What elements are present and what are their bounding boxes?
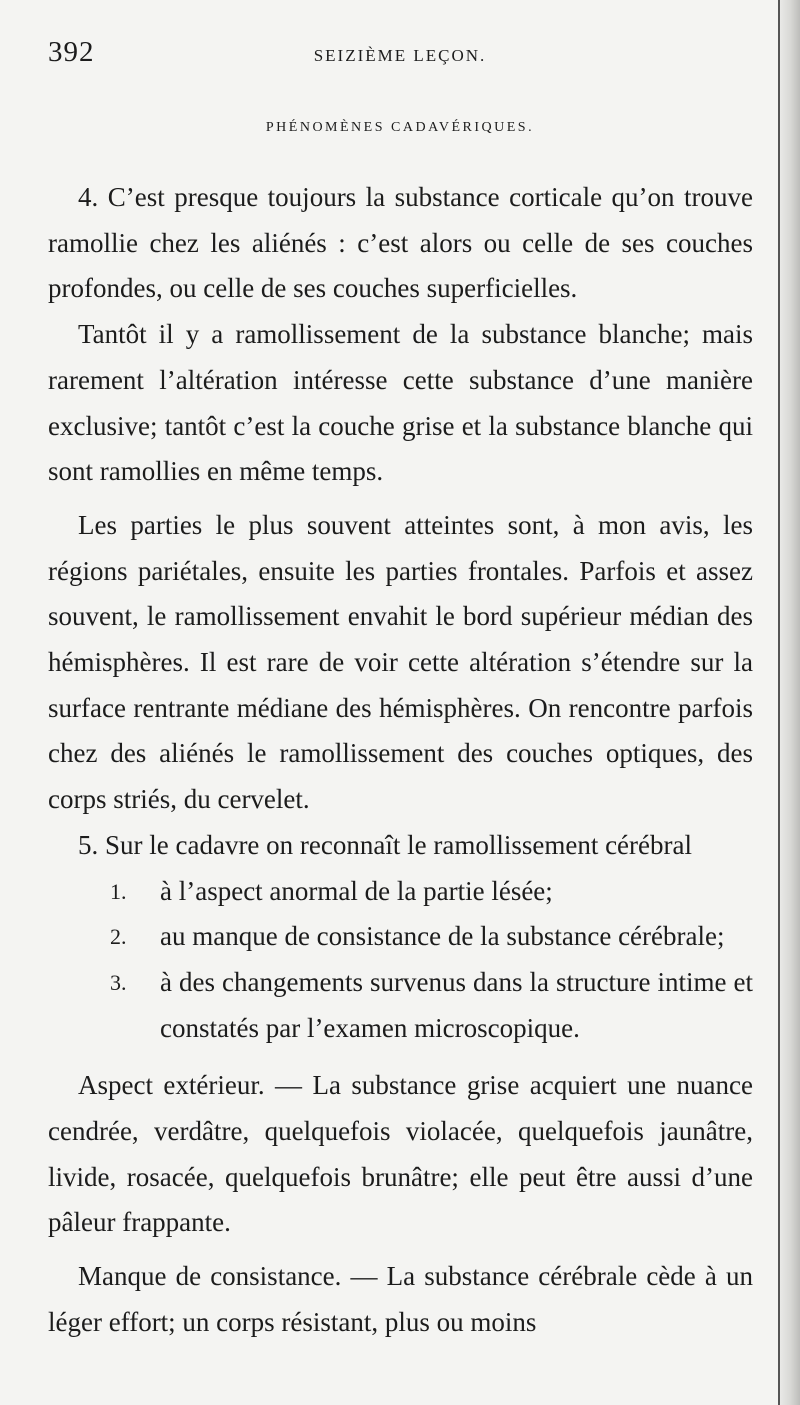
page-number: 392 bbox=[48, 36, 95, 68]
body-text bbox=[48, 175, 753, 1346]
list-item bbox=[48, 914, 753, 960]
paragraph: Aspect extérieur. — La substance grise acquiert une nuance cendrée, verdâtre, quelquefois violacée, quelquefois jaunâtre, livide, rosacée, quelquefois brunâtre; elle peut être aussi d’une pâleur frappante. bbox=[48, 1070, 753, 1238]
section-heading: PHÉNOMÈNES CADAVÉRIQUES. bbox=[265, 120, 535, 135]
list-item bbox=[48, 960, 753, 1051]
list-number: 2. bbox=[110, 924, 127, 950]
running-title: SEIZIÈME LEÇON. bbox=[313, 46, 487, 65]
list-item-text: à des changements survenus dans la structure intime et constatés par l’examen microscopique. bbox=[160, 966, 753, 1043]
page-header bbox=[48, 36, 752, 80]
list-item-text: à l’aspect anormal de la partie lésée; bbox=[160, 875, 553, 906]
list-item bbox=[48, 869, 753, 915]
paragraph: Tantôt il y a ramollissement de la substance blanche; mais rarement l’altération intéresse cette substance d’une manière exclusive; tantôt c’est la couche grise et la substance blanche qui sont ramollies en même temps. bbox=[48, 319, 753, 487]
paragraph: Manque de consistance. — La substance cérébrale cède à un léger effort; un corps résistant, plus ou moins bbox=[48, 1261, 753, 1337]
paragraph: 4. C’est presque toujours la substance corticale qu’on trouve ramollie chez les aliénés : c’est alors ou celle de ses couches profondes, ou celle de ses couches superficielles. bbox=[48, 182, 753, 304]
paragraph: Les parties le plus souvent atteintes sont, à mon avis, les régions pariétales, ensuite les parties frontales. Parfois et assez souvent, le ramollissement envahit le bord supérieur médian des hémisphères. Il est rare de voir cette altération s’étendre sur la surface rentrante médiane des hémisphères. On rencontre parfois chez des aliénés le ramollissement des couches optiques, des corps striés, du cervelet. bbox=[48, 509, 753, 815]
paragraph: 5. Sur le cadavre on reconnaît le ramollissement cérébral bbox=[78, 829, 692, 860]
list-number: 3. bbox=[110, 969, 127, 995]
list-item-text: au manque de consistance de la substance cérébrale; bbox=[160, 921, 725, 952]
page-edge bbox=[778, 0, 800, 1405]
list-number: 1. bbox=[110, 878, 127, 904]
page-edge-shadow bbox=[778, 0, 780, 1405]
